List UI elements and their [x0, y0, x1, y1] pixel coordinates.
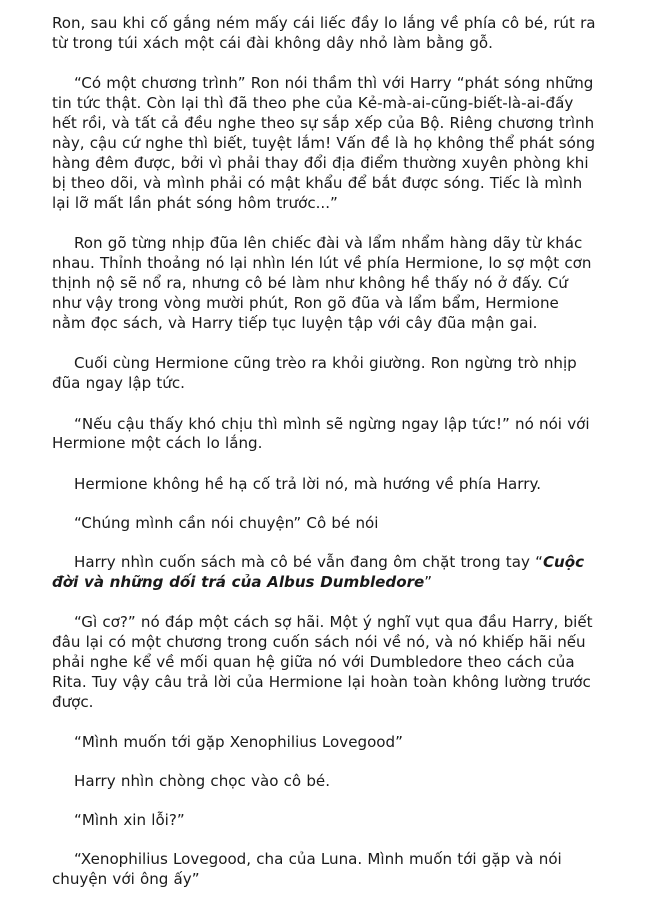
paragraph-xenophilius-request: “Mình muốn tới gặp Xenophilius Lovegood” — [74, 732, 403, 751]
paragraph-harry-stares: Harry nhìn chòng chọc vào cô bé. — [74, 771, 331, 790]
paragraph-harry-fear: “Gì cơ?” nó đáp một cách sợ hãi. Một ý nghĩ vụt qua đầu Harry, biết đâu lại có một chương trong cuốn sách nói về nó, và nó khiếp hãi nếu phải nghe kể về mối quan hệ giữa nó với Dumbledore theo cách của Rita. Tuy vậy câu trả lời của Hermione lại hoàn toàn không lường trước được. — [52, 612, 593, 711]
paragraph-sorry: “Mình xin lỗi?” — [74, 810, 185, 829]
paragraph-hermione-turns: Hermione không hề hạ cố trả lời nó, mà hướng về phía Harry. — [74, 474, 542, 493]
paragraph-ron-radio: Ron, sau khi cố gắng ném mấy cái liếc đầy lo lắng về phía cô bé, rút ra từ trong túi xách một cái đài không dây nhỏ làm bằng gỗ. — [52, 14, 596, 52]
closing-quote: ” — [424, 572, 433, 591]
paragraph-ron-apology: “Nếu cậu thấy khó chịu thì mình sẽ ngừng ngay lập tức!” nó nói với Hermione một cách lo lắng. — [52, 414, 590, 453]
paragraph-ron-tapping: Ron gõ từng nhịp đũa lên chiếc đài và lẩm nhẩm hàng dãy từ khác nhau. Thỉnh thoảng nó lại nhìn lén lút về phía Hermione, lo sợ một cơn thịnh nộ sẽ nổ ra, nhưng cô bé làm như không hề thấy nó ở đấy. Cứ như vậy trong vòng mười phút, Ron gõ đũa và lẩm bẩm, Hermione nằm đọc sách, và Harry tiếp tục luyện tập với cây đũa mận gai. — [52, 234, 592, 332]
paragraph-hermione-gets-up: Cuối cùng Hermione cũng trèo ra khỏi giường. Ron ngừng trò nhịp đũa ngay lập tức. — [52, 354, 577, 393]
book-title: Cuộc đời và những dối trá của Albus Dumbledore — [52, 552, 585, 591]
book-page — [52, 14, 597, 910]
paragraph-need-to-talk: “Chúng mình cần nói chuyện” Cô bé nói — [74, 513, 379, 532]
paragraph-book-in-hand — [52, 553, 597, 593]
paragraph-ron-program: “Có một chương trình” Ron nói thầm thì với Harry “phát sóng những tin tức thật. Còn lại thì đã theo phe của Kẻ-mà-ai-cũng-biết-là-ai-đấy hết rồi, và tất cả đều nghe theo sự sắp xếp của Bộ. Riêng chương trình này, cậu cứ nghe thì biết, tuyệt lắm! Vấn đề là họ không thể phát sóng hàng đêm được, bởi vì phải thay đổi địa điểm thường xuyên phòng khi bị theo dõi, và mình phải có mật khẩu để bắt được sóng. Tiếc là mình lại lỡ mất lần phát sóng hôm trước...” — [52, 74, 596, 212]
paragraph-luna-father: “Xenophilius Lovegood, cha của Luna. Mình muốn tới gặp và nói chuyện với ông ấy” — [52, 849, 562, 888]
paragraph-book-text: Harry nhìn cuốn sách mà cô bé vẫn đang ôm chặt trong tay “ — [74, 552, 543, 571]
